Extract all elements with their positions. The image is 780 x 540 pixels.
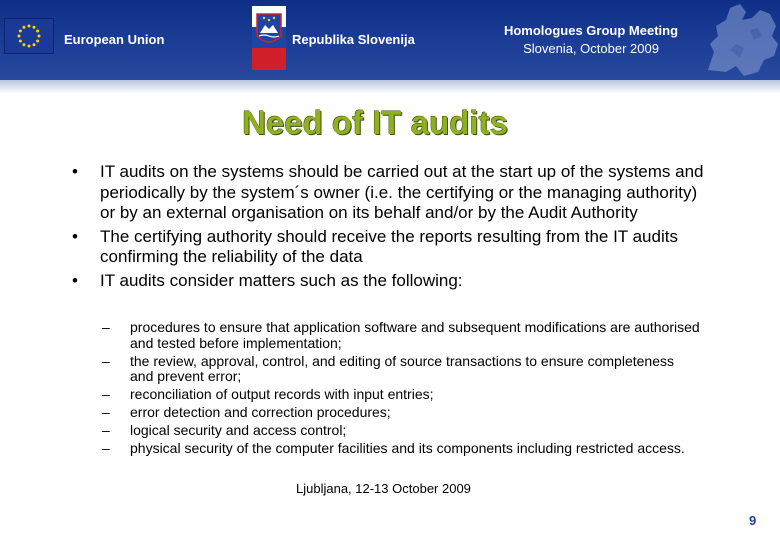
sub-item-text: procedures to ensure that application software and subsequent modifications are authorised and tested before implementation; [130,319,700,351]
bullet-text: IT audits consider matters such as the following: [100,270,463,290]
header-bar [0,0,780,80]
dash-marker: – [102,319,110,335]
sub-item-text: the review, approval, control, and editing of source transactions to ensure completeness and prevent error; [130,352,674,384]
slovenia-crest-icon [252,6,286,70]
main-bullet-list [72,162,712,294]
slide-title: Need of IT audits [242,104,508,141]
meeting-title: Homologues Group Meeting [503,23,679,38]
sub-item [100,405,700,421]
eu-label: European Union [64,32,165,47]
sub-item-text: physical security of the computer facilities and its components including restricted access. [130,440,685,456]
dash-marker: – [102,352,110,369]
meeting-subtitle: Slovenia, October 2009 [523,41,659,56]
bullet-marker: • [72,162,78,181]
sub-item [100,441,700,457]
dash-marker: – [102,440,110,456]
bullet-text: IT audits on the systems should be carried out at the start up of the systems and periodically by the system´s owner (i.e. the certifying or the managing authority) or by an external organisation on its behalf and/or by the Audit Authority [100,162,704,222]
eu-flag-icon [4,18,54,54]
dash-marker: – [102,404,110,420]
sub-item [100,423,700,439]
slovenia-label: Republika Slovenija [292,32,415,47]
sub-item [100,354,700,385]
europe-map-icon [700,0,780,80]
bullet-item [72,227,712,268]
sub-item [100,320,700,351]
sub-item [100,387,700,403]
dash-marker: – [102,386,110,402]
dash-marker: – [102,422,110,438]
footer-location-date: Ljubljana, 12-13 October 2009 [296,481,471,496]
sub-item-list [100,320,700,459]
meeting-info [488,22,694,58]
bullet-marker: • [72,226,78,246]
bullet-item [72,271,712,292]
bullet-marker: • [72,270,78,290]
bullet-item [72,162,712,224]
sub-item-text: reconciliation of output records with input entries; [130,386,434,402]
bullet-text: The certifying authority should receive the reports resulting from the IT audits confirming the reliability of the data [100,226,678,266]
page-number: 9 [749,513,757,528]
sub-item-text: error detection and correction procedures; [130,404,391,420]
header-fade [0,80,780,94]
sub-item-text: logical security and access control; [130,422,347,438]
